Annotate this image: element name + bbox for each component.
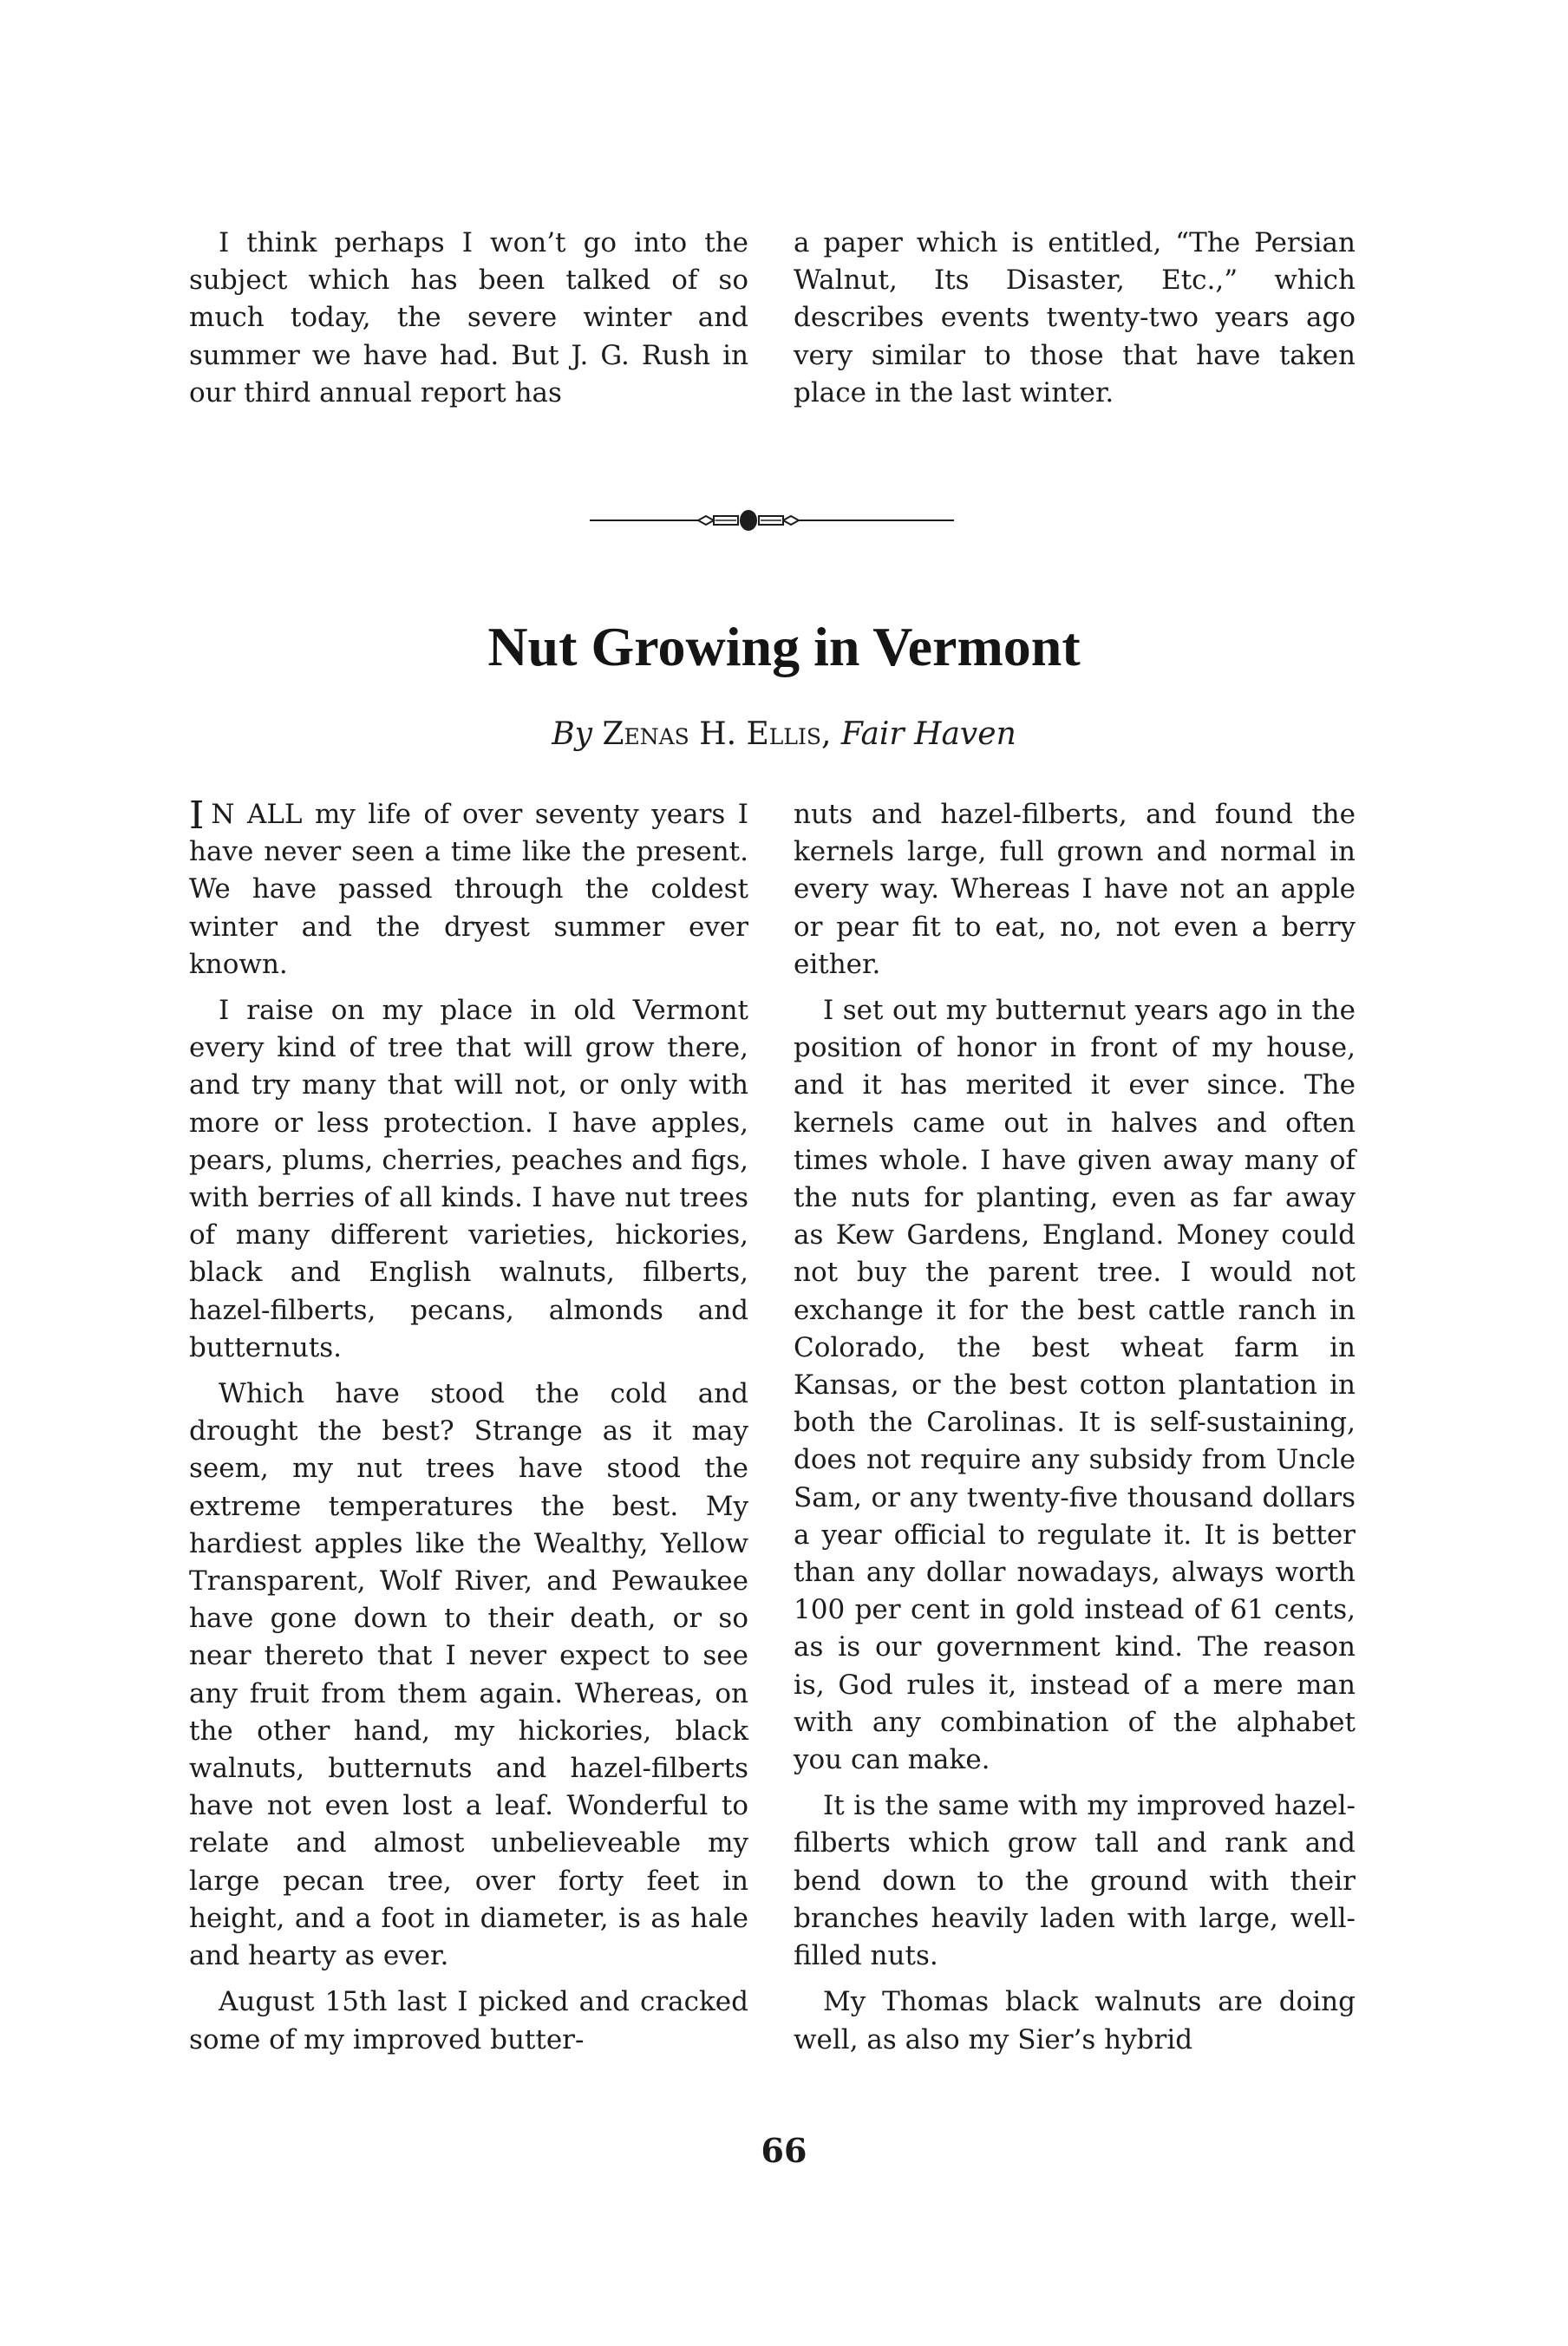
article-title: Nut Growing in Vermont bbox=[487, 616, 1081, 677]
paragraph-2: I raise on my place in old Vermont every kind of tree that will grow there, and try many that will not, or only with more or less protection. I have apples, pears, plums, cherries, peaches and figs, with berries of all kinds. I have nut trees of many different varieties, hickories, black and English walnuts, filberts, hazel-filberts, pecans, almonds and butternuts. bbox=[189, 995, 748, 1363]
ornamental-rule-icon bbox=[590, 511, 954, 530]
paragraph-6: I set out my butternut years ago in the position of honor in front of my house, and it has merited it ever since. The kernels came out in halves and often times whole. I have given away many of the nuts for planting, even as far away as Kew Gardens, England. Money could not buy the parent tree. I would not exchange it for the best cattle ranch in Colorado, the best wheat farm in Kansas, or the best cotton plantation in both the Carolinas. It is self-sustaining, does not require any subsidy from Uncle Sam, or any twenty-five thousand dollars a year official to regulate it. It is better than any dollar nowadays, always worth 100 per cent in gold instead of 61 cents, as is our government kind. The reason is, God rules it, instead of a mere man with any combination of the alphabet you can make. bbox=[794, 995, 1356, 1776]
byline-place: Fair Haven bbox=[840, 716, 1016, 752]
drop-cap: I bbox=[189, 794, 205, 838]
paragraph-text: N ALL my life of over seventy years I have never seen a time like the present. We have passed through the coldest winter and the dryest summer ever known. bbox=[189, 799, 748, 980]
paragraph-4: August 15th last I picked and cracked some of my improved butter- bbox=[189, 1986, 748, 2055]
byline-by: By bbox=[552, 716, 593, 752]
byline-author: Zenas H. Ellis, bbox=[602, 716, 832, 752]
paragraph-8: My Thomas black walnuts are doing well, as also my Sier’s hybrid bbox=[794, 1986, 1356, 2055]
paragraph: a paper which is entitled, “The Persian Walnut, Its Disaster, Etc.,” which describes events twenty-two years ago very similar to those that have taken place in the last winter. bbox=[794, 227, 1356, 408]
paragraph-1 bbox=[189, 796, 748, 983]
ornamental-divider bbox=[590, 509, 954, 532]
paragraph-7: It is the same with my improved hazel-filberts which grow tall and rank and bend down to the ground with their branches heavily laden with large, well-filled nuts. bbox=[794, 1790, 1356, 1972]
article-right-column bbox=[794, 796, 1356, 2059]
article-byline bbox=[0, 714, 1568, 755]
article-left-column bbox=[189, 796, 748, 2059]
page-number: 66 bbox=[761, 2131, 807, 2170]
paragraph: I think perhaps I won’t go into the subject which has been talked of so much today, the severe winter and summer we have had. But J. G. Rush in our third annual report has bbox=[189, 227, 748, 408]
paragraph-5: nuts and hazel-filberts, and found the kernels large, full grown and normal in every way. Whereas I have not an apple or pear fit to eat, no, not even a berry either. bbox=[794, 799, 1356, 980]
paragraph-3: Which have stood the cold and drought the best? Strange as it may seem, my nut trees have stood the extreme temperatures the best. My hardiest apples like the Wealthy, Yellow Transparent, Wolf River, and Pewaukee have gone down to their death, or so near thereto that I never expect to see any fruit from them again. Whereas, on the other hand, my hickories, black walnuts, butternuts and hazel-filberts have not even lost a leaf. Wonderful to relate and almost unbelieveable my large pecan tree, over forty feet in height, and a foot in diameter, is as hale and hearty as ever. bbox=[189, 1378, 748, 1972]
top-right-column bbox=[794, 225, 1356, 412]
top-left-column bbox=[189, 225, 748, 412]
